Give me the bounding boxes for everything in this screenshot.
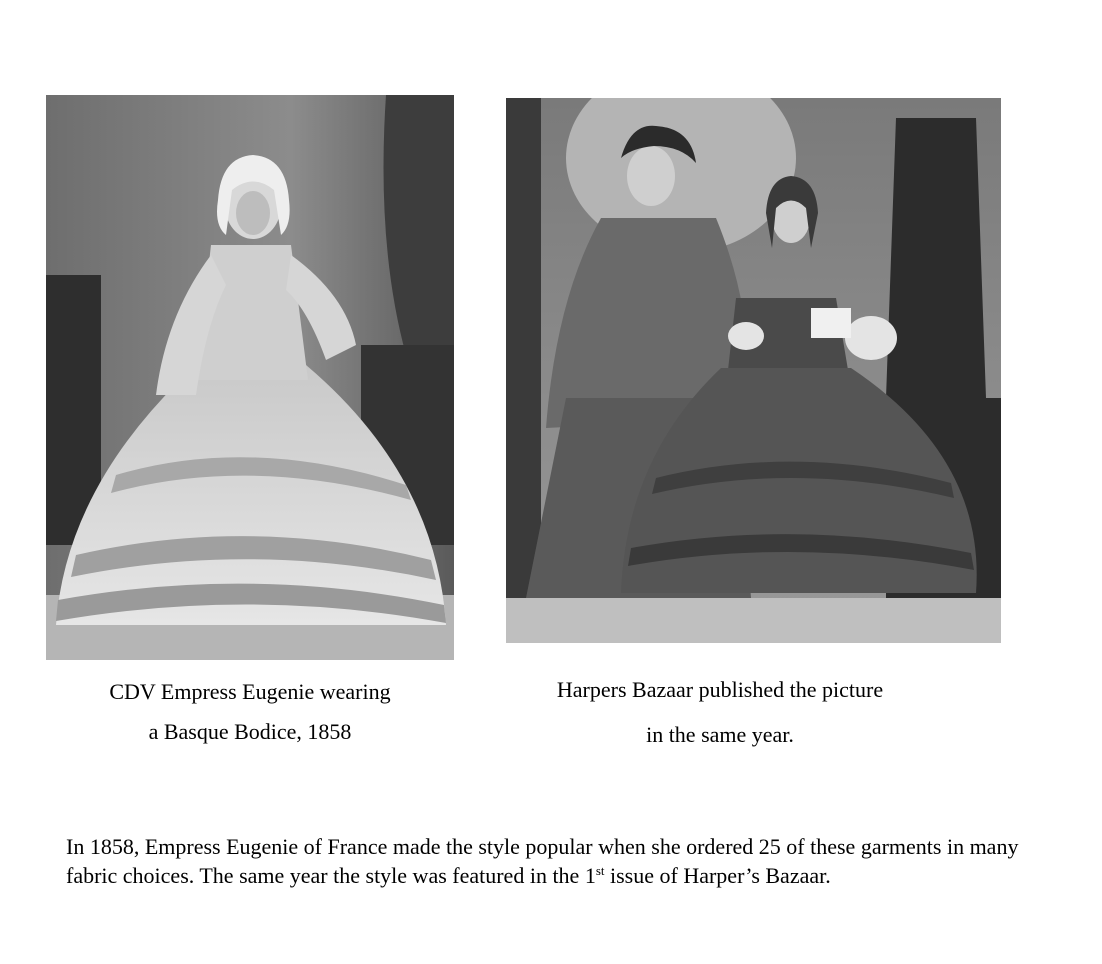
- harpers-bazaar-engraving: [506, 98, 1001, 643]
- body-paragraph: [66, 832, 1026, 890]
- left-caption-line-2: a Basque Bodice, 1858: [148, 719, 352, 744]
- right-caption-line-2: in the same year.: [646, 722, 794, 747]
- empress-eugenie-illustration: [46, 95, 454, 660]
- body-text-part-2: issue of Harper’s Bazaar.: [604, 863, 831, 888]
- ordinal-superscript: st: [595, 863, 605, 878]
- body-text-part-1: In 1858, Empress Eugenie of France made the style popular when she ordered 25 of these garments in many fabric choices. The same year the style was featured in the 1: [66, 834, 1019, 888]
- empress-eugenie-photo: [46, 95, 454, 660]
- right-caption-line-1: Harpers Bazaar published the picture: [556, 677, 884, 702]
- left-caption-line-1: CDV Empress Eugenie wearing: [109, 679, 391, 704]
- harpers-bazaar-illustration: [506, 98, 1001, 643]
